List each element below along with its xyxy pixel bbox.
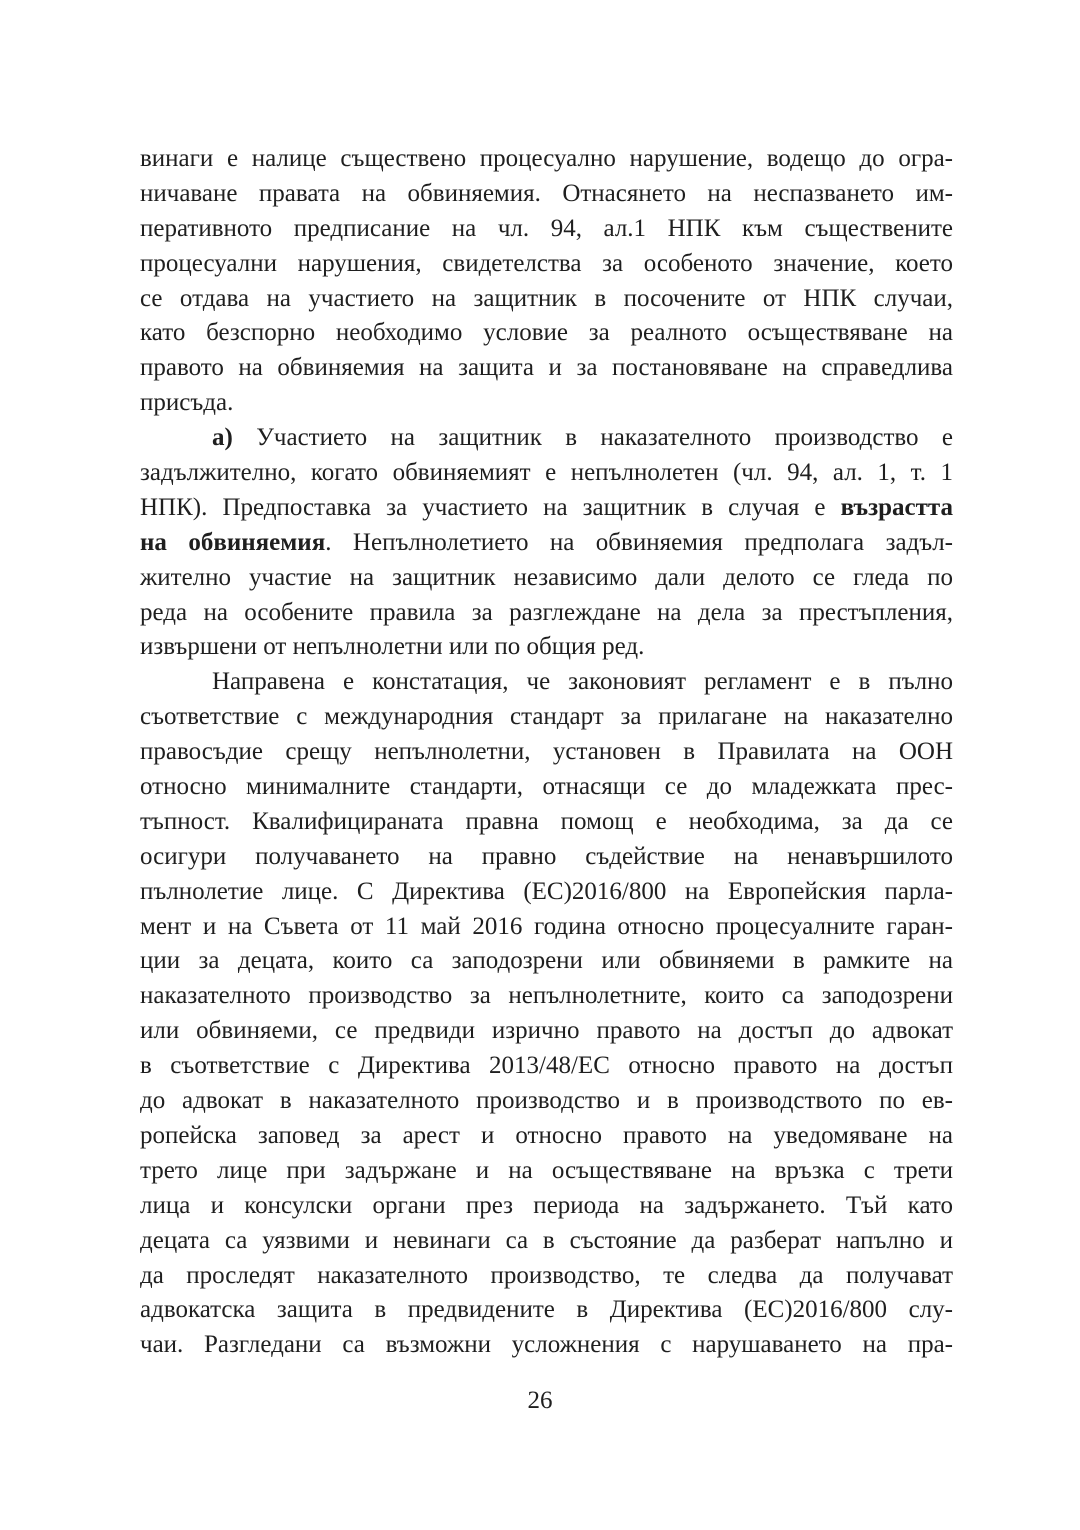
text-line: правосъдие срещу непълнолетни, установен в Правилата на ООН xyxy=(140,738,953,766)
text-line: до адвокат в наказателното производство и в производството по ев- xyxy=(140,1087,953,1115)
text-line: тъпност. Квалифицираната правна помощ е необходима, за да се xyxy=(140,807,953,835)
text-line: извършени от непълнолетни или по общия ред. xyxy=(140,633,645,661)
text-line: Направена е констатация, че законовият регламент е в пълно xyxy=(212,668,953,696)
text-line: процесуални нарушения, свидетелства за особеното значение, което xyxy=(140,249,953,277)
text-line: съответствие с международния стандарт за прилагане на наказателно xyxy=(140,703,953,731)
text-line: относно минималните стандарти, отнасящи се до младежката прес- xyxy=(140,773,953,801)
text-line: перативното предписание на чл. 94, ал.1 НПК към съществените xyxy=(140,214,953,242)
text-line: винаги е налице съществено процесуално нарушение, водещо до огра- xyxy=(140,145,953,172)
bold-phrase: на обвиняемия xyxy=(140,528,326,556)
text-line: ции за децата, които са заподозрени или обвиняеми в рамките на xyxy=(140,947,953,975)
text-line: присъда. xyxy=(140,389,234,417)
text-line: като безспорно необходимо условие за реалното осъществяване на xyxy=(140,319,953,347)
text-line: наказателното производство за непълнолетните, които са заподозрени xyxy=(140,982,953,1010)
text-line: жително участие на защитник независимо дали делото се гледа по xyxy=(140,563,953,591)
text-line: мент и на Съвета от 11 май 2016 година относно процесуалните гаран- xyxy=(140,912,953,940)
text-line: децата са уязвими и невинаги са в състояние да разберат напълно и xyxy=(140,1226,953,1254)
text-line: ничаване правата на обвиняемия. Отнасянето на неспазването им- xyxy=(140,179,953,207)
text-line: реда на особените правила за разглеждане на дела за престъпления, xyxy=(140,598,953,626)
text-line: а) Участието на защитник в наказателното производство е xyxy=(212,424,953,452)
item-marker: а) xyxy=(212,424,233,452)
text-line: лица и консулски органи през периода на задържането. Тъй като xyxy=(140,1191,953,1219)
text-line: в съответствие с Директива 2013/48/ЕС относно правото на достъп xyxy=(140,1052,953,1080)
text-line: задължително, когато обвиняемият е непълнолетен (чл. 94, ал. 1, т. 1 xyxy=(140,459,953,487)
text-line: адвокатска защита в предвидените в Директива (ЕС)2016/800 слу- xyxy=(140,1296,953,1324)
text-line: трето лице при задържане и на осъществяване на връзка с трети xyxy=(140,1156,953,1184)
text-line: чаи. Разгледани са възможни усложнения с нарушаването на пра- xyxy=(140,1331,953,1359)
body-text xyxy=(140,142,953,1363)
text-line: на обвиняемия. Непълнолетието на обвиняемия предполага задъл- xyxy=(140,528,954,556)
page-number: 26 xyxy=(527,1387,553,1414)
text-line: НПК). Предпоставка за участието на защитник в случая е възрастта xyxy=(140,493,953,521)
text-line: ропейска заповед за арест и относно правото на уведомяване на xyxy=(140,1121,953,1149)
text-line: осигури получаването на правно съдействие на ненавършилото xyxy=(140,842,953,870)
text-line: пълнолетие лице. С Директива (ЕС)2016/800 на Европейския парла- xyxy=(140,877,953,905)
text-line: да проследят наказателното производство, те следва да получават xyxy=(140,1261,953,1289)
text-line: или обвиняеми, се предвиди изрично правото на достъп до адвокат xyxy=(140,1017,953,1045)
text-line: правото на обвиняемия на защита и за постановяване на справедлива xyxy=(140,354,953,382)
bold-phrase: възрастта xyxy=(840,493,953,521)
text-line: се отдава на участието на защитник в посочените от НПК случаи, xyxy=(140,284,953,312)
